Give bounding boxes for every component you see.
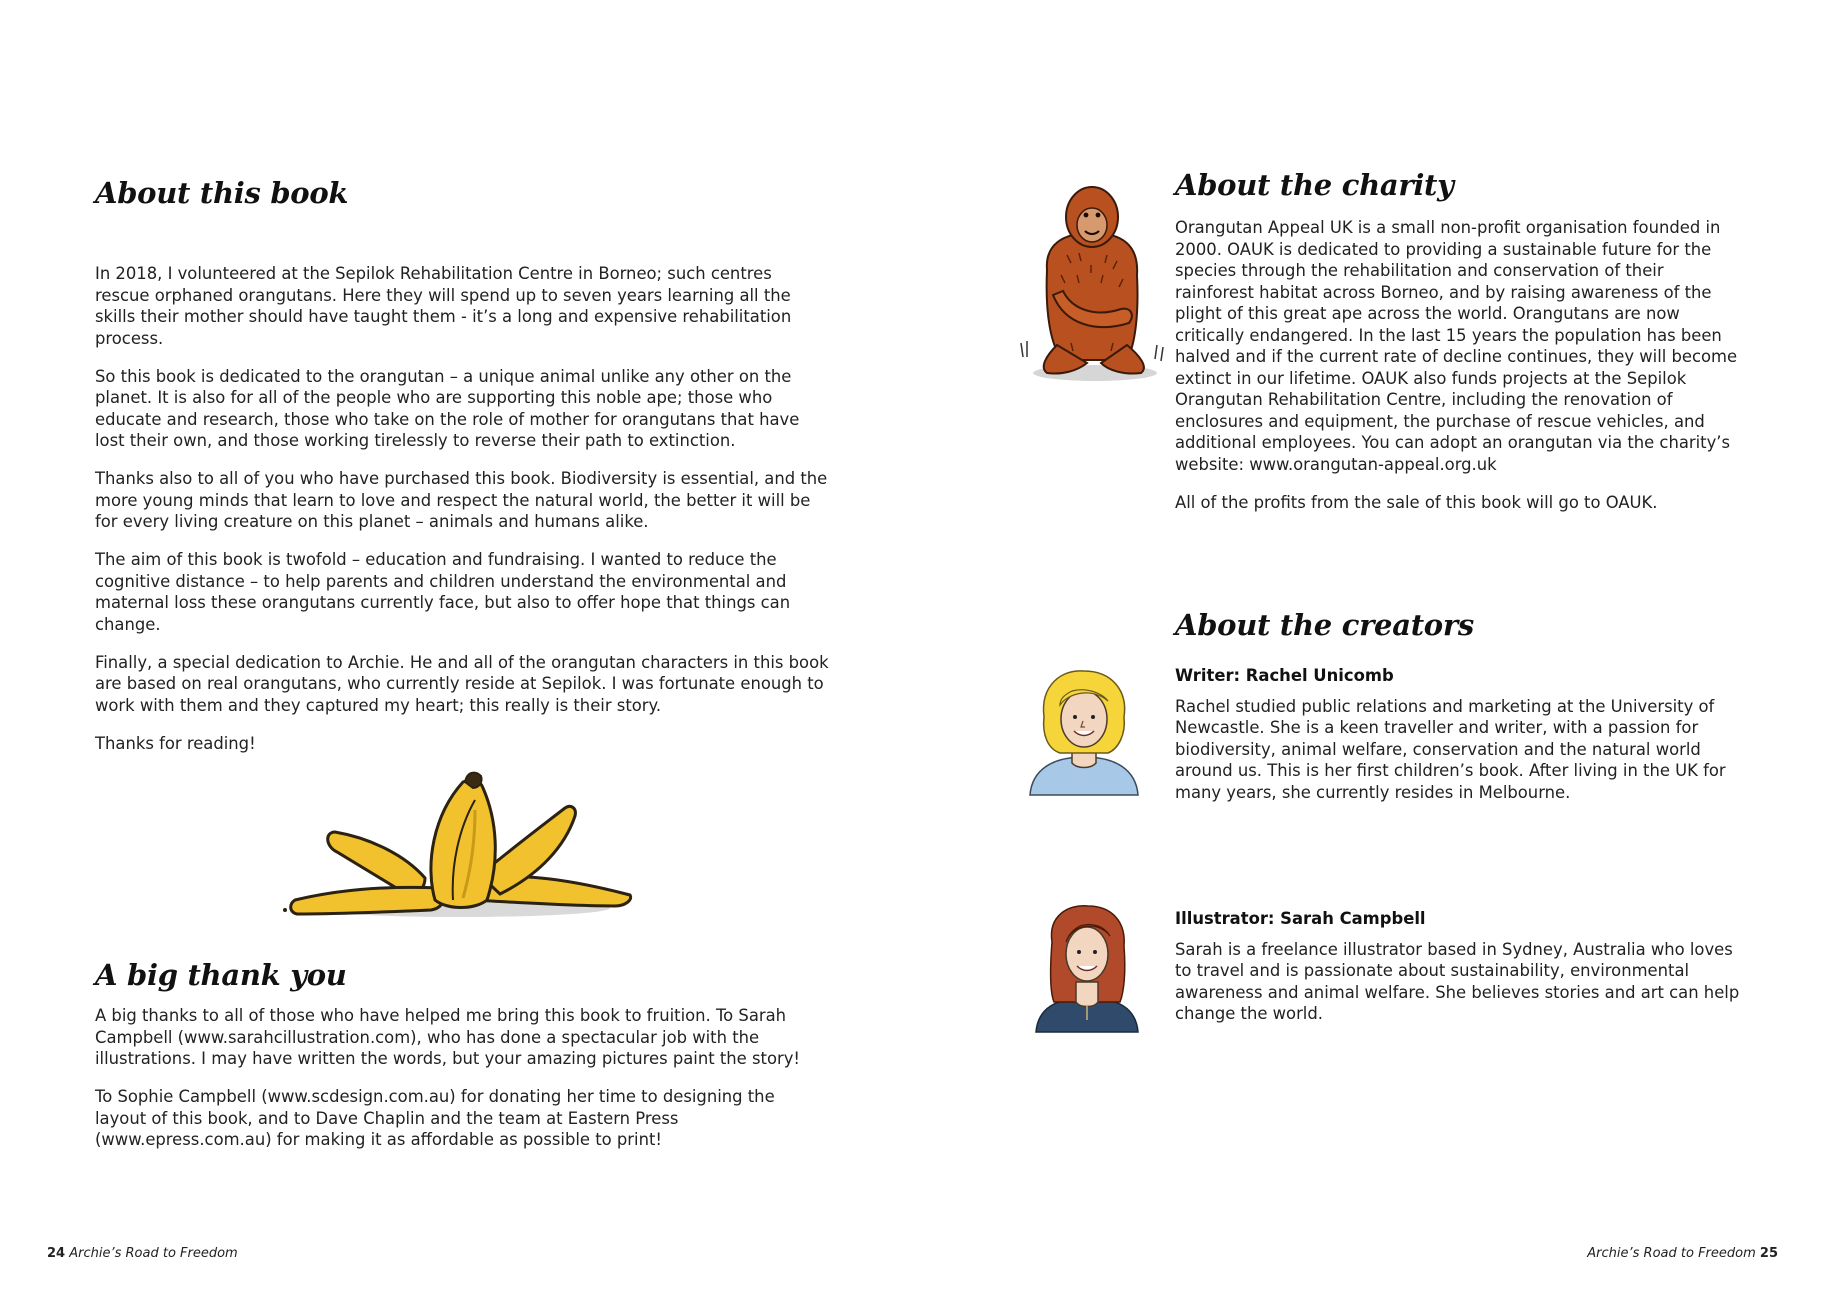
writer-title: Writer: Rachel Unicomb [1175, 666, 1394, 685]
about-charity-paragraph: All of the profits from the sale of this book will go to OAUK. [1175, 492, 1658, 512]
writer-section [1175, 665, 1745, 803]
illustrator-title: Illustrator: Sarah Campbell [1175, 909, 1426, 928]
thank-you-paragraph: A big thanks to all of those who have helped me bring this book to fruition. To Sarah Campbell (www.sarahcillustration.com), who has done a spectacular job with the illustrations. I may have written the words, but your amazing pictures paint the story! [95, 1006, 800, 1068]
illustrator-bio: Sarah is a freelance illustrator based in Sydney, Australia who loves to travel and is passionate about sustainability, environmental awareness and animal welfare. She believes stories and art can help change the world. [1175, 939, 1740, 1023]
page-number: 24 [47, 1246, 66, 1261]
right-page-footer [1587, 1246, 1778, 1261]
about-charity-paragraph: Orangutan Appeal UK is a small non-profit organisation founded in 2000. OAUK is dedicated to providing a sustainable future for the species through the rehabilitation and conservation of their rainforest habitat across Borneo, and by raising awareness of the plight of this great ape across the world. Orangutans are now critically endangered. In the last 15 years the population has been halved and if the current rate of decline continues, they will become extinct in our lifetime. OAUK also funds projects at the Sepilok Orangutan Rehabilitation Centre, including the renovation of enclosures and equipment, the purchase of rescue vehicles, and additional employees. You can adopt an orangutan via the charity’s website: www.orangutan-appeal.org.uk [1175, 218, 1738, 474]
about-book-paragraph: The aim of this book is twofold – education and fundraising. I wanted to reduce the cognitive distance – to help parents and children understand the environmental and maternal loss these orangutans currently face, but also to offer hope that things can change. [95, 550, 791, 634]
left-page-footer [47, 1246, 238, 1261]
about-charity-heading: About the charity [1175, 168, 1454, 202]
writer-bio: Rachel studied public relations and marketing at the University of Newcastle. She is a keen traveller and writer, with a passion for biodiversity, animal welfare, conservation and the natural world around us. This is her first children’s book. After living in the UK for many years, she currently resides in Melbourne. [1175, 696, 1726, 802]
about-book-paragraph: Thanks also to all of you who have purchased this book. Biodiversity is essential, and the more young minds that learn to love and respect the natural world, the better it will be for every living creature on this planet – animals and humans alike. [95, 469, 828, 531]
orangutan-illustration [1017, 175, 1167, 385]
about-book-heading: About this book [95, 176, 349, 210]
illustrator-portrait [1032, 902, 1142, 1037]
illustrator-section [1175, 908, 1745, 1025]
thank-you-text [95, 1005, 815, 1151]
footer-book-title: Archie’s Road to Freedom [1587, 1246, 1756, 1261]
banana-peel-illustration [275, 760, 645, 930]
writer-portrait [1022, 665, 1147, 800]
about-book-paragraph: So this book is dedicated to the orangutan – a unique animal unlike any other on the planet. It is also for all of the people who are supporting this noble ape; those who educate and research, those who take on the role of mother for orangutans that have lost their own, and those working tirelessly to reverse their path to extinction. [95, 366, 800, 450]
footer-book-title: Archie’s Road to Freedom [69, 1246, 238, 1261]
about-book-text [95, 263, 830, 754]
thank-you-heading: A big thank you [95, 958, 347, 992]
about-charity-text [1175, 217, 1745, 513]
right-page [912, 0, 1824, 1290]
page-number: 25 [1759, 1246, 1778, 1261]
about-creators-heading: About the creators [1175, 608, 1474, 642]
thank-you-paragraph: To Sophie Campbell (www.scdesign.com.au) for donating her time to designing the layout of this book, and to Dave Chaplin and the team at Eastern Press (www.epress.com.au) for making it as affordable as possible to print! [95, 1087, 775, 1149]
about-book-paragraph: Thanks for reading! [95, 733, 256, 753]
about-book-paragraph: In 2018, I volunteered at the Sepilok Rehabilitation Centre in Borneo; such centres rescue orphaned orangutans. Here they will spend up to seven years learning all the skills their mother should have taught them - it’s a long and expensive rehabilitation process. [95, 264, 792, 348]
about-book-paragraph: Finally, a special dedication to Archie. He and all of the orangutan characters in this book are based on real orangutans, who currently reside at Sepilok. I was fortunate enough to work with them and they captured my heart; this really is their story. [95, 652, 829, 715]
